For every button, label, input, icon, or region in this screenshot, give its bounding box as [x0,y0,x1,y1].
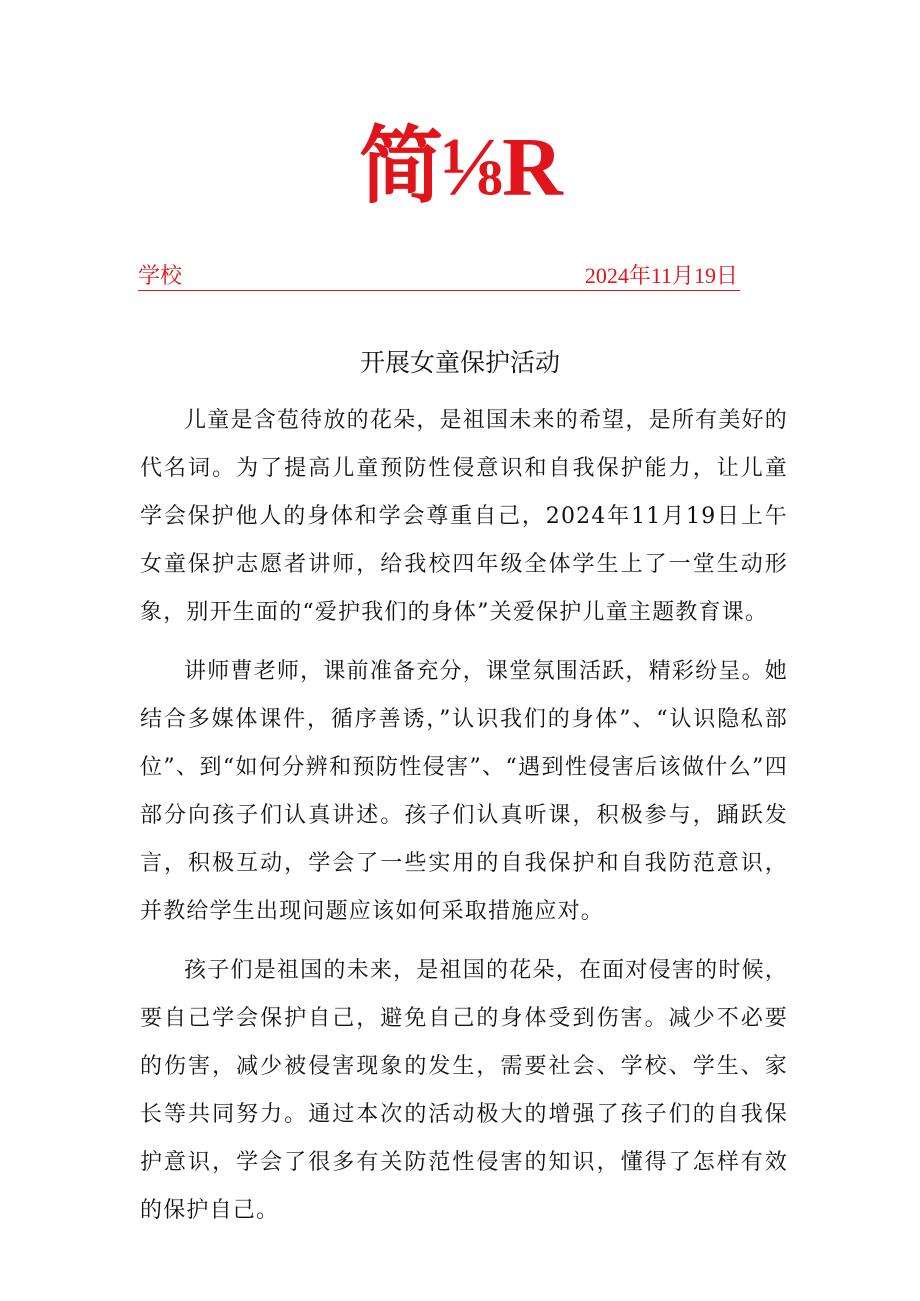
school-label: 学校 [138,263,183,288]
meta-line [138,262,740,291]
paragraph: 讲师曹老师，课前准备充分，课堂氛围活跃，精彩纷呈。她结合多媒体课件，循序善诱，”认识我们的身体”、“认识隐私部位”、到“如何分辨和预防性侵害”、“遇到性侵害后该做什么”四部分向孩子们认真讲述。孩子们认真听课，积极参与，踊跃发言，积极互动，学会了一些实用的自我保护和自我防范意识，并教给学生出现问题应该如何采取措施应对。 [140,659,788,924]
article-title: 开展女童保护活动 [359,348,560,377]
masthead-title: 简⅛R [359,121,561,214]
paragraph: 孩子们是祖国的未来，是祖国的花朵，在面对侵害的时候，要自己学会保护自己，避免自己的身体受到伤害。减少不必要的伤害，减少被侵害现象的发生，需要社会、学校、学生、家长等共同努力。通过本次的活动极大的增强了孩子们的自我保护意识，学会了很多有关防范性侵害的知识，懂得了怎样有效的保护自己。 [140,958,788,1223]
date-label: 2024年11月19日 [584,263,738,288]
article-body [140,397,788,1246]
paragraph: 儿童是含苞待放的花朵，是祖国未来的希望，是所有美好的代名词。为了提高儿童预防性侵意识和自我保护能力，让儿童学会保护他人的身体和学会尊重自己，2024年11月19日上午女童保护志愿者讲师，给我校四年级全体学生上了一堂生动形象，别开生面的“爱护我们的身体”关爱保护儿童主题教育课。 [140,408,788,625]
